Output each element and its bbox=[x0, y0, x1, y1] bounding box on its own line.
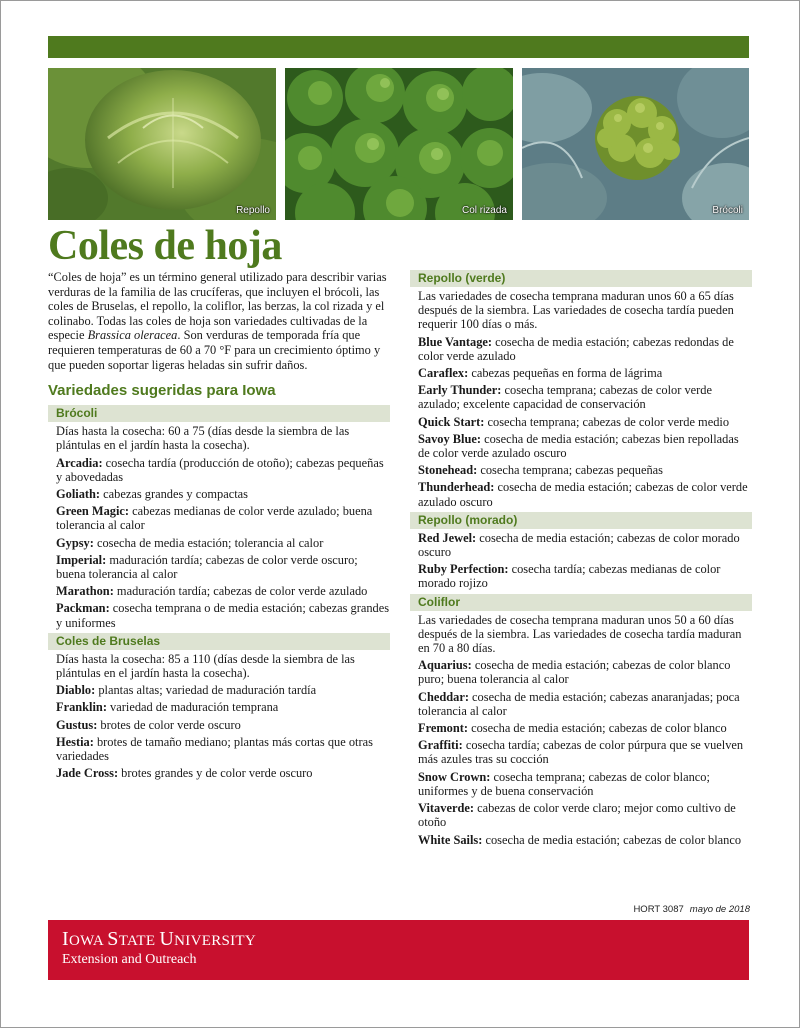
section-heading: Variedades sugeridas para Iowa bbox=[48, 382, 276, 400]
broccoli-photo bbox=[522, 68, 749, 220]
univ-letter: S bbox=[107, 928, 119, 950]
variety-item bbox=[56, 536, 390, 550]
category-note: Días hasta la cosecha: 60 a 75 (días desde la siembra de las plántulas en el jardín hasta la cosecha). bbox=[56, 424, 350, 453]
variety-name: Marathon: bbox=[56, 584, 114, 599]
variety-description: cosecha de media estación; cabezas de color blanco bbox=[468, 721, 727, 736]
variety-description: cosecha temprana; cabezas pequeñas bbox=[477, 463, 663, 478]
variety-name: Graffiti: bbox=[418, 738, 463, 753]
variety-item bbox=[56, 584, 390, 598]
intro-species: Brassica oleracea bbox=[87, 328, 178, 343]
variety-item bbox=[56, 683, 390, 697]
variety-item bbox=[418, 833, 752, 847]
variety-item bbox=[418, 658, 752, 686]
intro-paragraph bbox=[48, 270, 390, 372]
left-column bbox=[48, 270, 390, 783]
variety-description: cosecha tardía; cabezas de color púrpura que se vuelven más azules tras su cocción bbox=[418, 738, 744, 767]
variety-description: cosecha de media estación; cabezas de color morado oscuro bbox=[418, 530, 740, 560]
variety-name: White Sails: bbox=[418, 832, 483, 847]
variety-description: cosecha de media estación; tolerancia al calor bbox=[93, 535, 324, 550]
variety-name: Quick Start: bbox=[418, 414, 485, 429]
extension-subtitle: Extension and Outreach bbox=[62, 952, 197, 967]
variety-item bbox=[418, 531, 752, 559]
variety-description: plantas altas; variedad de maduración tardía bbox=[95, 683, 317, 698]
variety-name: Fremont: bbox=[418, 721, 469, 736]
variety-description: cabezas medianas de color verde azulado; buena tolerancia al calor bbox=[56, 504, 373, 533]
variety-item bbox=[418, 562, 752, 590]
category-header: Coles de Bruselas bbox=[48, 633, 390, 650]
category-block bbox=[410, 270, 752, 509]
publication-code: HORT 3087 bbox=[633, 904, 684, 915]
variety-description: cosecha de media estación; cabezas redondas de color verde azulado bbox=[418, 334, 734, 363]
variety-description: cosecha tardía (producción de otoño); cabezas pequeñas y abovedadas bbox=[56, 455, 384, 484]
category-block bbox=[410, 594, 752, 847]
category-header: Coliflor bbox=[410, 594, 752, 611]
variety-description: cosecha tardía; cabezas medianas de color morado rojizo bbox=[418, 562, 721, 591]
category-block bbox=[410, 512, 752, 591]
top-green-bar bbox=[48, 36, 749, 58]
variety-name: Snow Crown: bbox=[418, 769, 491, 784]
variety-item bbox=[418, 335, 752, 363]
variety-description: cosecha temprana; cabezas de color blanco; uniformes y de buena conservación bbox=[418, 769, 710, 798]
category-block bbox=[48, 633, 390, 781]
variety-item bbox=[56, 456, 390, 484]
variety-name: Gypsy: bbox=[56, 535, 94, 550]
category-header: Repollo (verde) bbox=[410, 270, 752, 287]
variety-item bbox=[418, 690, 752, 718]
photo-strip bbox=[48, 68, 749, 220]
variety-item bbox=[418, 770, 752, 798]
variety-item bbox=[56, 504, 390, 532]
variety-name: Thunderhead: bbox=[418, 480, 495, 495]
variety-item bbox=[56, 766, 390, 780]
publication-reference bbox=[633, 904, 750, 915]
variety-description: cosecha de media estación; cabezas de color blanco bbox=[482, 832, 742, 847]
variety-item bbox=[418, 432, 752, 460]
variety-name: Diablo: bbox=[56, 683, 96, 698]
publication-date: mayo de 2018 bbox=[689, 904, 750, 915]
variety-description: brotes grandes y de color verde oscuro bbox=[118, 766, 313, 781]
variety-name: Red Jewel: bbox=[418, 530, 477, 545]
variety-name: Franklin: bbox=[56, 700, 107, 715]
variety-description: cabezas grandes y compactas bbox=[100, 486, 248, 501]
variety-name: Stonehead: bbox=[418, 463, 478, 478]
variety-item bbox=[418, 801, 752, 829]
variety-description: cosecha de media estación; cabezas de color blanco puro; buena tolerancia al calor bbox=[418, 658, 731, 687]
variety-name: Packman: bbox=[56, 601, 110, 616]
variety-description: cabezas pequeñas en forma de lágrima bbox=[468, 366, 663, 381]
univ-letter: I bbox=[62, 928, 69, 950]
variety-name: Vitaverde: bbox=[418, 801, 474, 816]
variety-description: cosecha de media estación; cabezas de color verde azulado oscuro bbox=[418, 480, 748, 509]
category-block bbox=[48, 405, 390, 630]
univ-part: TATE bbox=[118, 933, 160, 949]
right-categories bbox=[410, 270, 752, 847]
univ-part: NIVERSITY bbox=[174, 933, 257, 949]
left-categories bbox=[48, 405, 390, 780]
variety-item bbox=[418, 480, 752, 508]
variety-item bbox=[56, 487, 390, 501]
category-header: Repollo (morado) bbox=[410, 512, 752, 529]
cabbage-photo bbox=[48, 68, 276, 220]
variety-name: Hestia: bbox=[56, 734, 94, 749]
page-title: Coles de hoja bbox=[48, 223, 282, 269]
variety-name: Green Magic: bbox=[56, 504, 130, 519]
variety-name: Caraflex: bbox=[418, 366, 469, 381]
variety-name: Cheddar: bbox=[418, 689, 469, 704]
photo-caption: Col rizada bbox=[461, 205, 507, 216]
right-column bbox=[410, 270, 752, 850]
variety-description: cosecha temprana o de media estación; cabezas grandes y uniformes bbox=[56, 601, 390, 630]
variety-description: cosecha de media estación; cabezas anaranjadas; poca tolerancia al calor bbox=[418, 689, 740, 718]
category-note: Días hasta la cosecha: 85 a 110 (días desde la siembra de las plántulas en el jardín hasta la cosecha). bbox=[56, 651, 355, 680]
variety-description: brotes de tamaño mediano; plantas más cortas que otras variedades bbox=[56, 734, 373, 764]
variety-item bbox=[56, 735, 390, 763]
variety-name: Jade Cross: bbox=[56, 766, 119, 781]
variety-description: maduración tardía; cabezas de color verde azulado bbox=[113, 584, 368, 599]
variety-name: Savoy Blue: bbox=[418, 431, 481, 446]
variety-item bbox=[56, 601, 390, 629]
variety-item bbox=[418, 415, 752, 429]
variety-name: Early Thunder: bbox=[418, 383, 502, 398]
univ-part: OWA bbox=[68, 933, 108, 949]
category-note: Las variedades de cosecha temprana maduran unos 50 a 60 días después de la siembra. Las variedades de cosecha tardía maduran en 70 a 80 días. bbox=[418, 612, 742, 656]
variety-item bbox=[56, 553, 390, 581]
photo-caption: Repollo bbox=[236, 205, 270, 216]
photo-caption: Brócoli bbox=[712, 205, 743, 216]
variety-item bbox=[418, 366, 752, 380]
variety-item bbox=[56, 700, 390, 714]
kale-photo bbox=[285, 68, 513, 220]
university-name bbox=[62, 928, 256, 951]
variety-item bbox=[418, 721, 752, 735]
variety-item bbox=[418, 383, 752, 411]
variety-description: brotes de color verde oscuro bbox=[97, 717, 241, 732]
variety-description: cosecha temprana; cabezas de color verde medio bbox=[484, 414, 730, 429]
variety-name: Aquarius: bbox=[418, 658, 472, 673]
variety-description: cosecha de media estación; cabezas bien repolladas de color verde azulado oscuro bbox=[418, 431, 739, 461]
intro-text-end: . Son verduras de temporada fría que requieren temperaturas de 60 a 70 °F para un crecimiento óptimo y que pueden soportar ligeras heladas sin sufrir daños. bbox=[48, 328, 381, 372]
isu-footer-band bbox=[48, 920, 749, 980]
category-header: Brócoli bbox=[48, 405, 390, 422]
variety-description: variedad de maduración temprana bbox=[106, 700, 279, 715]
category-note: Las variedades de cosecha temprana maduran unos 60 a 65 días después de la siembra. Las variedades de cosecha tardía pueden requerir 100 días o más. bbox=[418, 289, 734, 332]
variety-item bbox=[418, 463, 752, 477]
variety-name: Gustus: bbox=[56, 717, 98, 732]
variety-item bbox=[418, 738, 752, 766]
variety-item bbox=[56, 718, 390, 732]
variety-description: cabezas de color verde claro; mejor como cultivo de otoño bbox=[418, 801, 736, 830]
variety-name: Ruby Perfection: bbox=[418, 562, 509, 577]
intro-text: “Coles de hoja” es un término general utilizado para describir varias verduras de la familia de las crucíferas, que incluyen el brócoli, las coles de Bruselas, el repollo, la coliflor, las berzas, la col rizada y el colinabo. Todas las coles de hoja son variedades cultivadas de la especie bbox=[48, 270, 387, 343]
variety-description: maduración tardía; cabezas de color verde oscuro; buena tolerancia al calor bbox=[56, 552, 358, 581]
variety-name: Arcadia: bbox=[56, 455, 103, 470]
variety-description: cosecha temprana; cabezas de color verde azulado; excelente capacidad de conservación bbox=[418, 383, 712, 412]
univ-letter: U bbox=[159, 928, 175, 950]
variety-name: Imperial: bbox=[56, 552, 107, 567]
variety-name: Blue Vantage: bbox=[418, 334, 493, 349]
variety-name: Goliath: bbox=[56, 486, 101, 501]
